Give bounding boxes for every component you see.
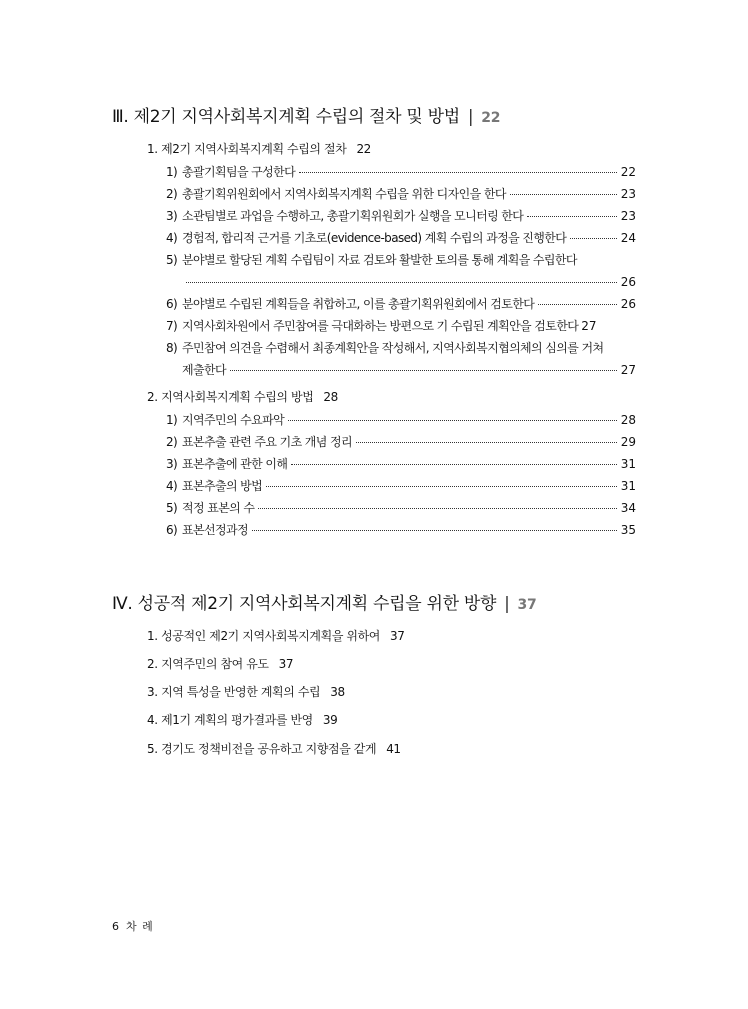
entry-page: 27 (620, 363, 636, 377)
entry-number: 8) (166, 341, 178, 355)
footer-page-number: 6 (112, 920, 120, 933)
entry-number: 6) (166, 297, 178, 311)
chapter-3-title: Ⅲ. 제2기 지역사회복지계획 수립의 절차 및 방법 (112, 107, 460, 127)
entry-number: 1) (166, 413, 178, 427)
section-page: 37 (390, 629, 405, 643)
toc-entry (166, 412, 636, 428)
chapter-4-section (147, 628, 404, 644)
section-page: 39 (322, 713, 338, 727)
toc-entry (166, 230, 636, 246)
entry-page: 24 (620, 231, 636, 245)
entry-page: 26 (620, 297, 636, 311)
section-2-heading (147, 389, 338, 405)
toc-entry (166, 434, 636, 450)
toc-entry (166, 186, 636, 202)
entry-page: 27 (581, 319, 597, 333)
chapter-4-section (147, 684, 345, 700)
toc-entry (166, 340, 636, 378)
entry-number: 3) (166, 457, 178, 471)
entry-number: 5) (166, 501, 178, 515)
entry-text: 주민참여 의견을 수렴해서 최종계획안을 작성해서, 지역사회복지협의체의 심의를 거쳐 (182, 341, 604, 355)
entry-text: 지역사회차원에서 주민참여를 극대화하는 방편으로 기 수립된 계획안을 검토한다 (182, 319, 579, 333)
chapter-4-section (147, 712, 337, 728)
entry-number: 3) (166, 209, 178, 223)
toc-entry (166, 296, 636, 312)
dot-leader (258, 508, 616, 509)
section-page: 38 (330, 685, 345, 699)
entry-number: 4) (166, 479, 178, 493)
dot-leader (356, 442, 617, 443)
dot-leader (527, 216, 616, 217)
dot-leader (266, 486, 617, 487)
entry-page: 23 (620, 209, 636, 223)
toc-entry (166, 164, 636, 180)
chapter-4-separator: | (504, 594, 510, 614)
section-1-heading (147, 141, 371, 157)
section-label: 3. 지역 특성을 반영한 계획의 수립 (147, 685, 321, 699)
chapter-3-heading (112, 106, 500, 129)
entry-number: 2) (166, 187, 178, 201)
entry-number: 1) (166, 165, 178, 179)
toc-entry (166, 522, 636, 538)
chapter-4-title: Ⅳ. 성공적 제2기 지역사회복지계획 수립을 위한 방향 (112, 594, 497, 614)
dot-leader (538, 304, 616, 305)
entry-text: 분야별로 할당된 계획 수립팀이 자료 검토와 활발한 토의를 통해 계획을 수립한다 (182, 253, 577, 267)
toc-entry (166, 456, 636, 472)
entry-text: 적정 표본의 수 (182, 501, 255, 515)
entry-number: 7) (166, 319, 178, 333)
entry-page: 34 (620, 501, 636, 515)
entry-page: 29 (620, 435, 636, 449)
entry-text: 표본추출에 관한 이해 (182, 457, 288, 471)
toc-entry (166, 208, 636, 224)
dot-leader (288, 420, 617, 421)
chapter-3-page: 22 (481, 110, 501, 126)
entry-page: 23 (620, 187, 636, 201)
entry-number: 2) (166, 435, 178, 449)
chapter-4-heading (112, 593, 536, 616)
entry-page: 28 (620, 413, 636, 427)
dot-leader (186, 282, 617, 283)
toc-entry (166, 318, 636, 334)
dot-leader (291, 464, 616, 465)
section-label: 2. 지역주민의 참여 유도 (147, 657, 269, 671)
section-page: 22 (356, 142, 371, 156)
entry-text: 표본선정과정 (182, 523, 248, 537)
entry-number: 5) (166, 253, 178, 267)
dot-leader (299, 172, 617, 173)
entry-page: 31 (620, 479, 636, 493)
entry-page: 31 (620, 457, 636, 471)
chapter-4-page: 37 (517, 597, 537, 613)
dot-leader (230, 370, 617, 371)
entry-text: 총괄기획팀을 구성한다 (182, 165, 296, 179)
entry-page: 35 (620, 523, 636, 537)
section-page: 41 (386, 742, 401, 756)
entry-number: 6) (166, 523, 178, 537)
entry-text: 지역주민의 수요파악 (182, 413, 285, 427)
dot-leader (252, 530, 617, 531)
entry-text: 분야별로 수립된 계획들을 취합하고, 이를 총괄기획위원회에서 검토한다 (182, 297, 535, 311)
entry-text: 경험적, 합리적 근거를 기초로(evidence-based) 계획 수립의 과정을 진행한다 (182, 231, 567, 245)
toc-entry (166, 478, 636, 494)
entry-text: 표본추출의 방법 (182, 479, 263, 493)
toc-entry (166, 500, 636, 516)
entry-page: 26 (620, 275, 636, 289)
section-label: 1. 성공적인 제2기 지역사회복지계획을 위하여 (147, 629, 380, 643)
entry-text-continued: 제출한다 (182, 363, 226, 377)
section-label: 1. 제2기 지역사회복지계획 수립의 절차 (147, 142, 347, 156)
chapter-3-separator: | (467, 107, 474, 127)
chapter-4-section (147, 656, 293, 672)
chapter-4-section (147, 741, 401, 757)
dot-leader (570, 238, 616, 239)
section-label: 5. 경기도 정책비전을 공유하고 지향점을 같게 (147, 742, 377, 756)
section-label: 2. 지역사회복지계획 수립의 방법 (147, 390, 314, 404)
section-page: 28 (323, 390, 338, 404)
entry-text: 총괄기획위원회에서 지역사회복지계획 수립을 위한 디자인을 한다 (182, 187, 506, 201)
entry-text: 소관팀별로 과업을 수행하고, 총괄기획위원회가 실행을 모니터링 한다 (182, 209, 524, 223)
page-footer (112, 918, 154, 934)
section-page: 37 (278, 657, 294, 671)
entry-number: 4) (166, 231, 178, 245)
section-label: 4. 제1기 계획의 평가결과를 반영 (147, 713, 313, 727)
footer-label: 차 례 (126, 920, 154, 933)
entry-page: 22 (620, 165, 636, 179)
toc-entry (166, 252, 636, 290)
entry-text: 표본추출 관련 주요 기초 개념 정리 (182, 435, 352, 449)
dot-leader (510, 194, 617, 195)
